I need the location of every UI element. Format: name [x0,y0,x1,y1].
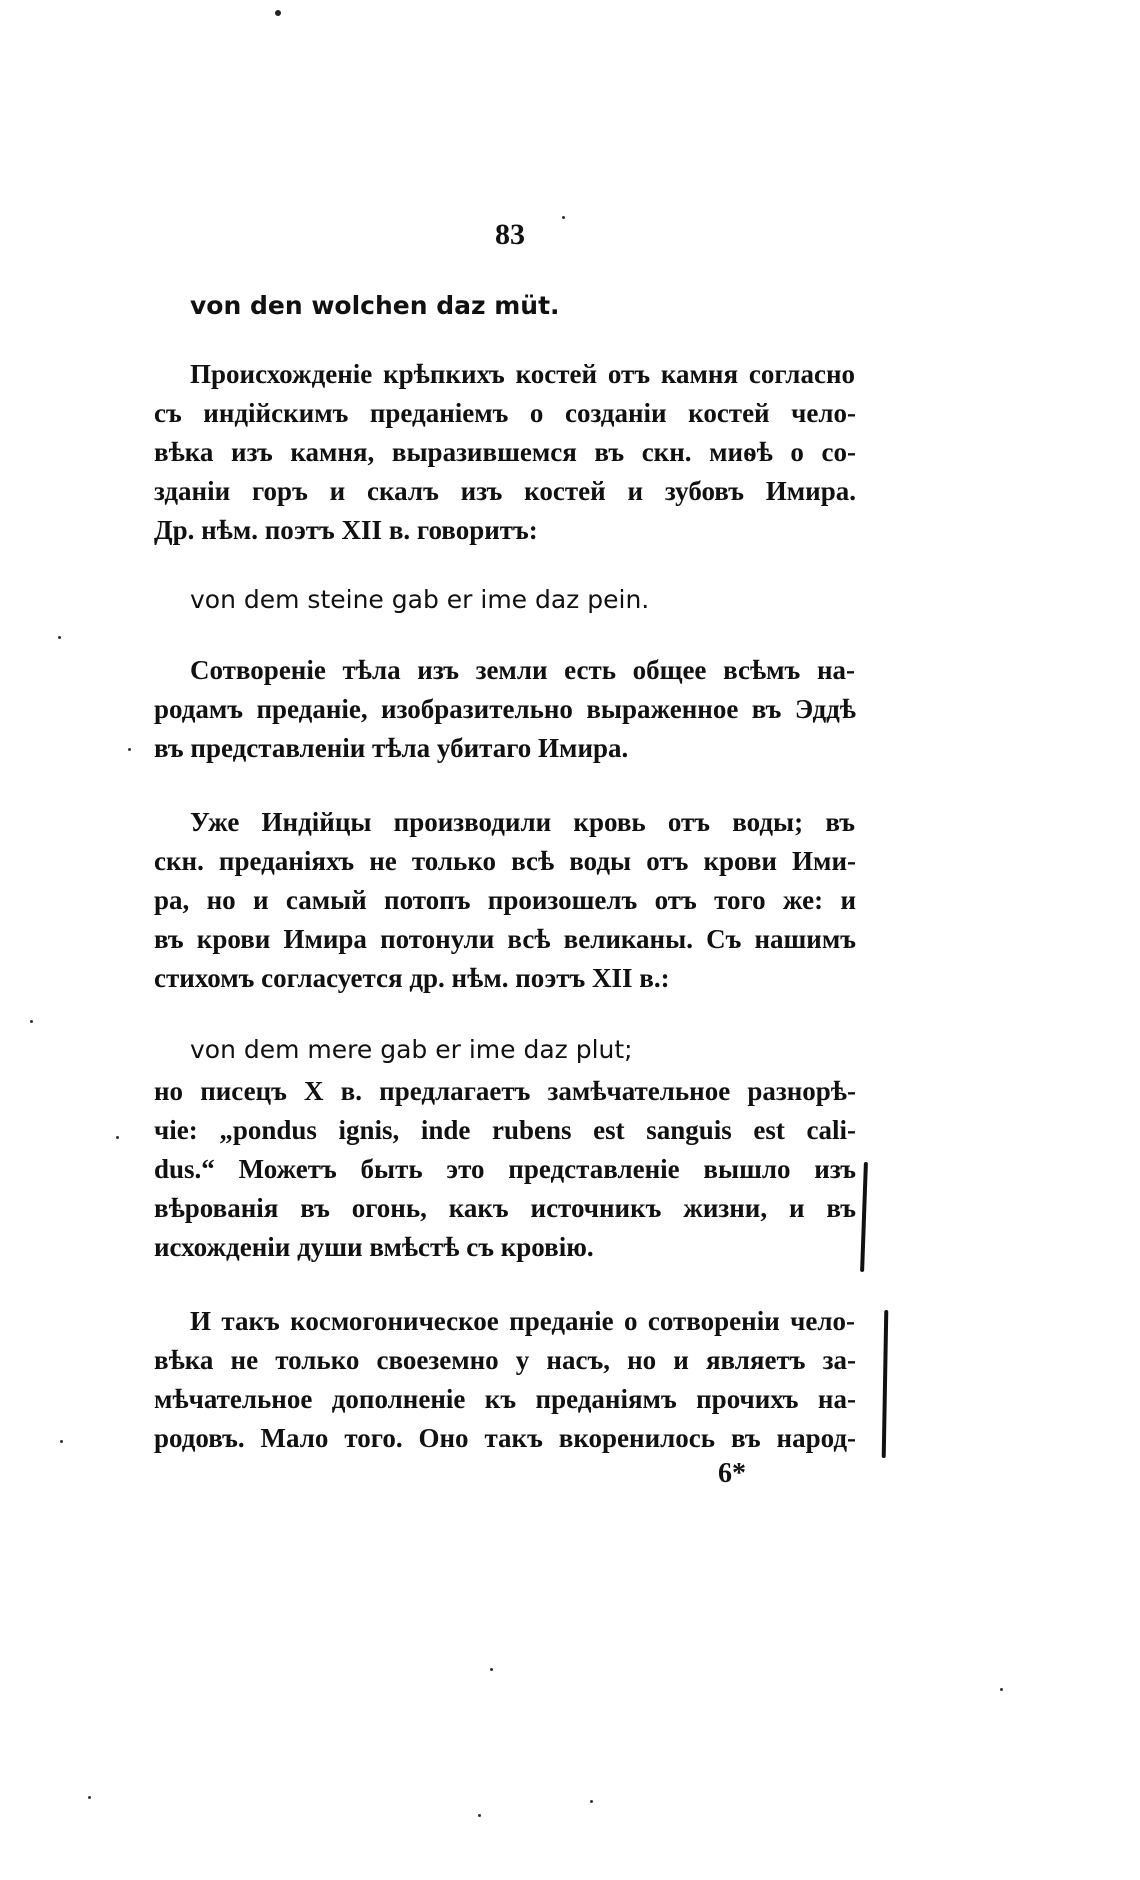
scan-speck [58,636,61,639]
text-line: dus.“ Можетъ быть это представленіе вышло изъ [154,1154,856,1184]
text-line: von den wolchen daz müt. [190,291,560,320]
text-line: зданіи горъ и скалъ изъ костей и зубовъ Имира. [154,476,856,506]
text-line: стихомъ согласуется др. нѣм. поэтъ XII в.: [154,963,670,993]
text-line: скн. преданіяхъ не только всѣ воды отъ крови Ими- [154,846,856,876]
text-line: родамъ преданіе, изобразительно выраженное въ Эддѣ [154,694,856,724]
text-line: но писецъ X в. предлагаетъ замѣчательное разнорѣ- [154,1076,856,1106]
scan-speck [128,748,131,751]
scan-speck [88,1796,91,1799]
text-line: Др. нѣм. поэтъ XII в. говоритъ: [154,515,538,545]
scan-speck [590,1800,593,1803]
margin-line-mark [860,1162,868,1272]
text-line: von dem steine gab er ime daz pein. [190,585,650,614]
text-line: родовъ. Мало того. Оно такъ вкоренилось въ народ- [154,1423,856,1453]
scan-speck [1000,1688,1003,1691]
text-line: чіе: „pondus ignis, inde rubens est sanguis est cali- [154,1115,856,1145]
text-line: въ представленіи тѣла убитаго Имира. [154,733,629,763]
text-line: Сотвореніе тѣла изъ земли есть общее всѣмъ на- [190,655,855,685]
text-line: вѣка изъ камня, выразившемся въ скн. миѳѣ о со- [154,437,856,467]
signature-mark: 6* [718,1458,746,1489]
page-number: 83 [495,218,525,251]
text-line: von dem mere gab er ime daz plut; [190,1035,633,1064]
text-line: мѣчательное дополненіе къ преданіямъ прочихъ на- [154,1384,856,1414]
text-line: Происхожденіе крѣпкихъ костей отъ камня согласно [190,359,855,389]
scan-speck [30,1020,33,1023]
scan-speck [116,1136,119,1139]
text-line: въ крови Имира потонули всѣ великаны. Съ нашимъ [154,924,856,954]
scan-speck [562,216,565,219]
text-line: вѣрованія въ огонь, какъ источникъ жизни, и въ [154,1193,856,1223]
margin-line-mark [882,1310,889,1458]
scan-speck [60,1440,63,1443]
text-line: съ индійскимъ преданіемъ о созданіи костей чело- [154,398,856,428]
text-line: исхожденіи души вмѣстѣ съ кровію. [154,1232,594,1262]
scan-speck [275,10,281,16]
scan-speck [478,1814,481,1817]
text-line: вѣка не только своеземно у насъ, но и являетъ за- [154,1345,856,1375]
scan-speck [490,1668,493,1671]
text-line: ра, но и самый потопъ произошелъ отъ того же: и [154,885,856,915]
text-line: И такъ космогоническое преданіе о сотвореніи чело- [190,1306,855,1336]
text-line: Уже Индійцы производили кровь отъ воды; въ [190,807,855,837]
